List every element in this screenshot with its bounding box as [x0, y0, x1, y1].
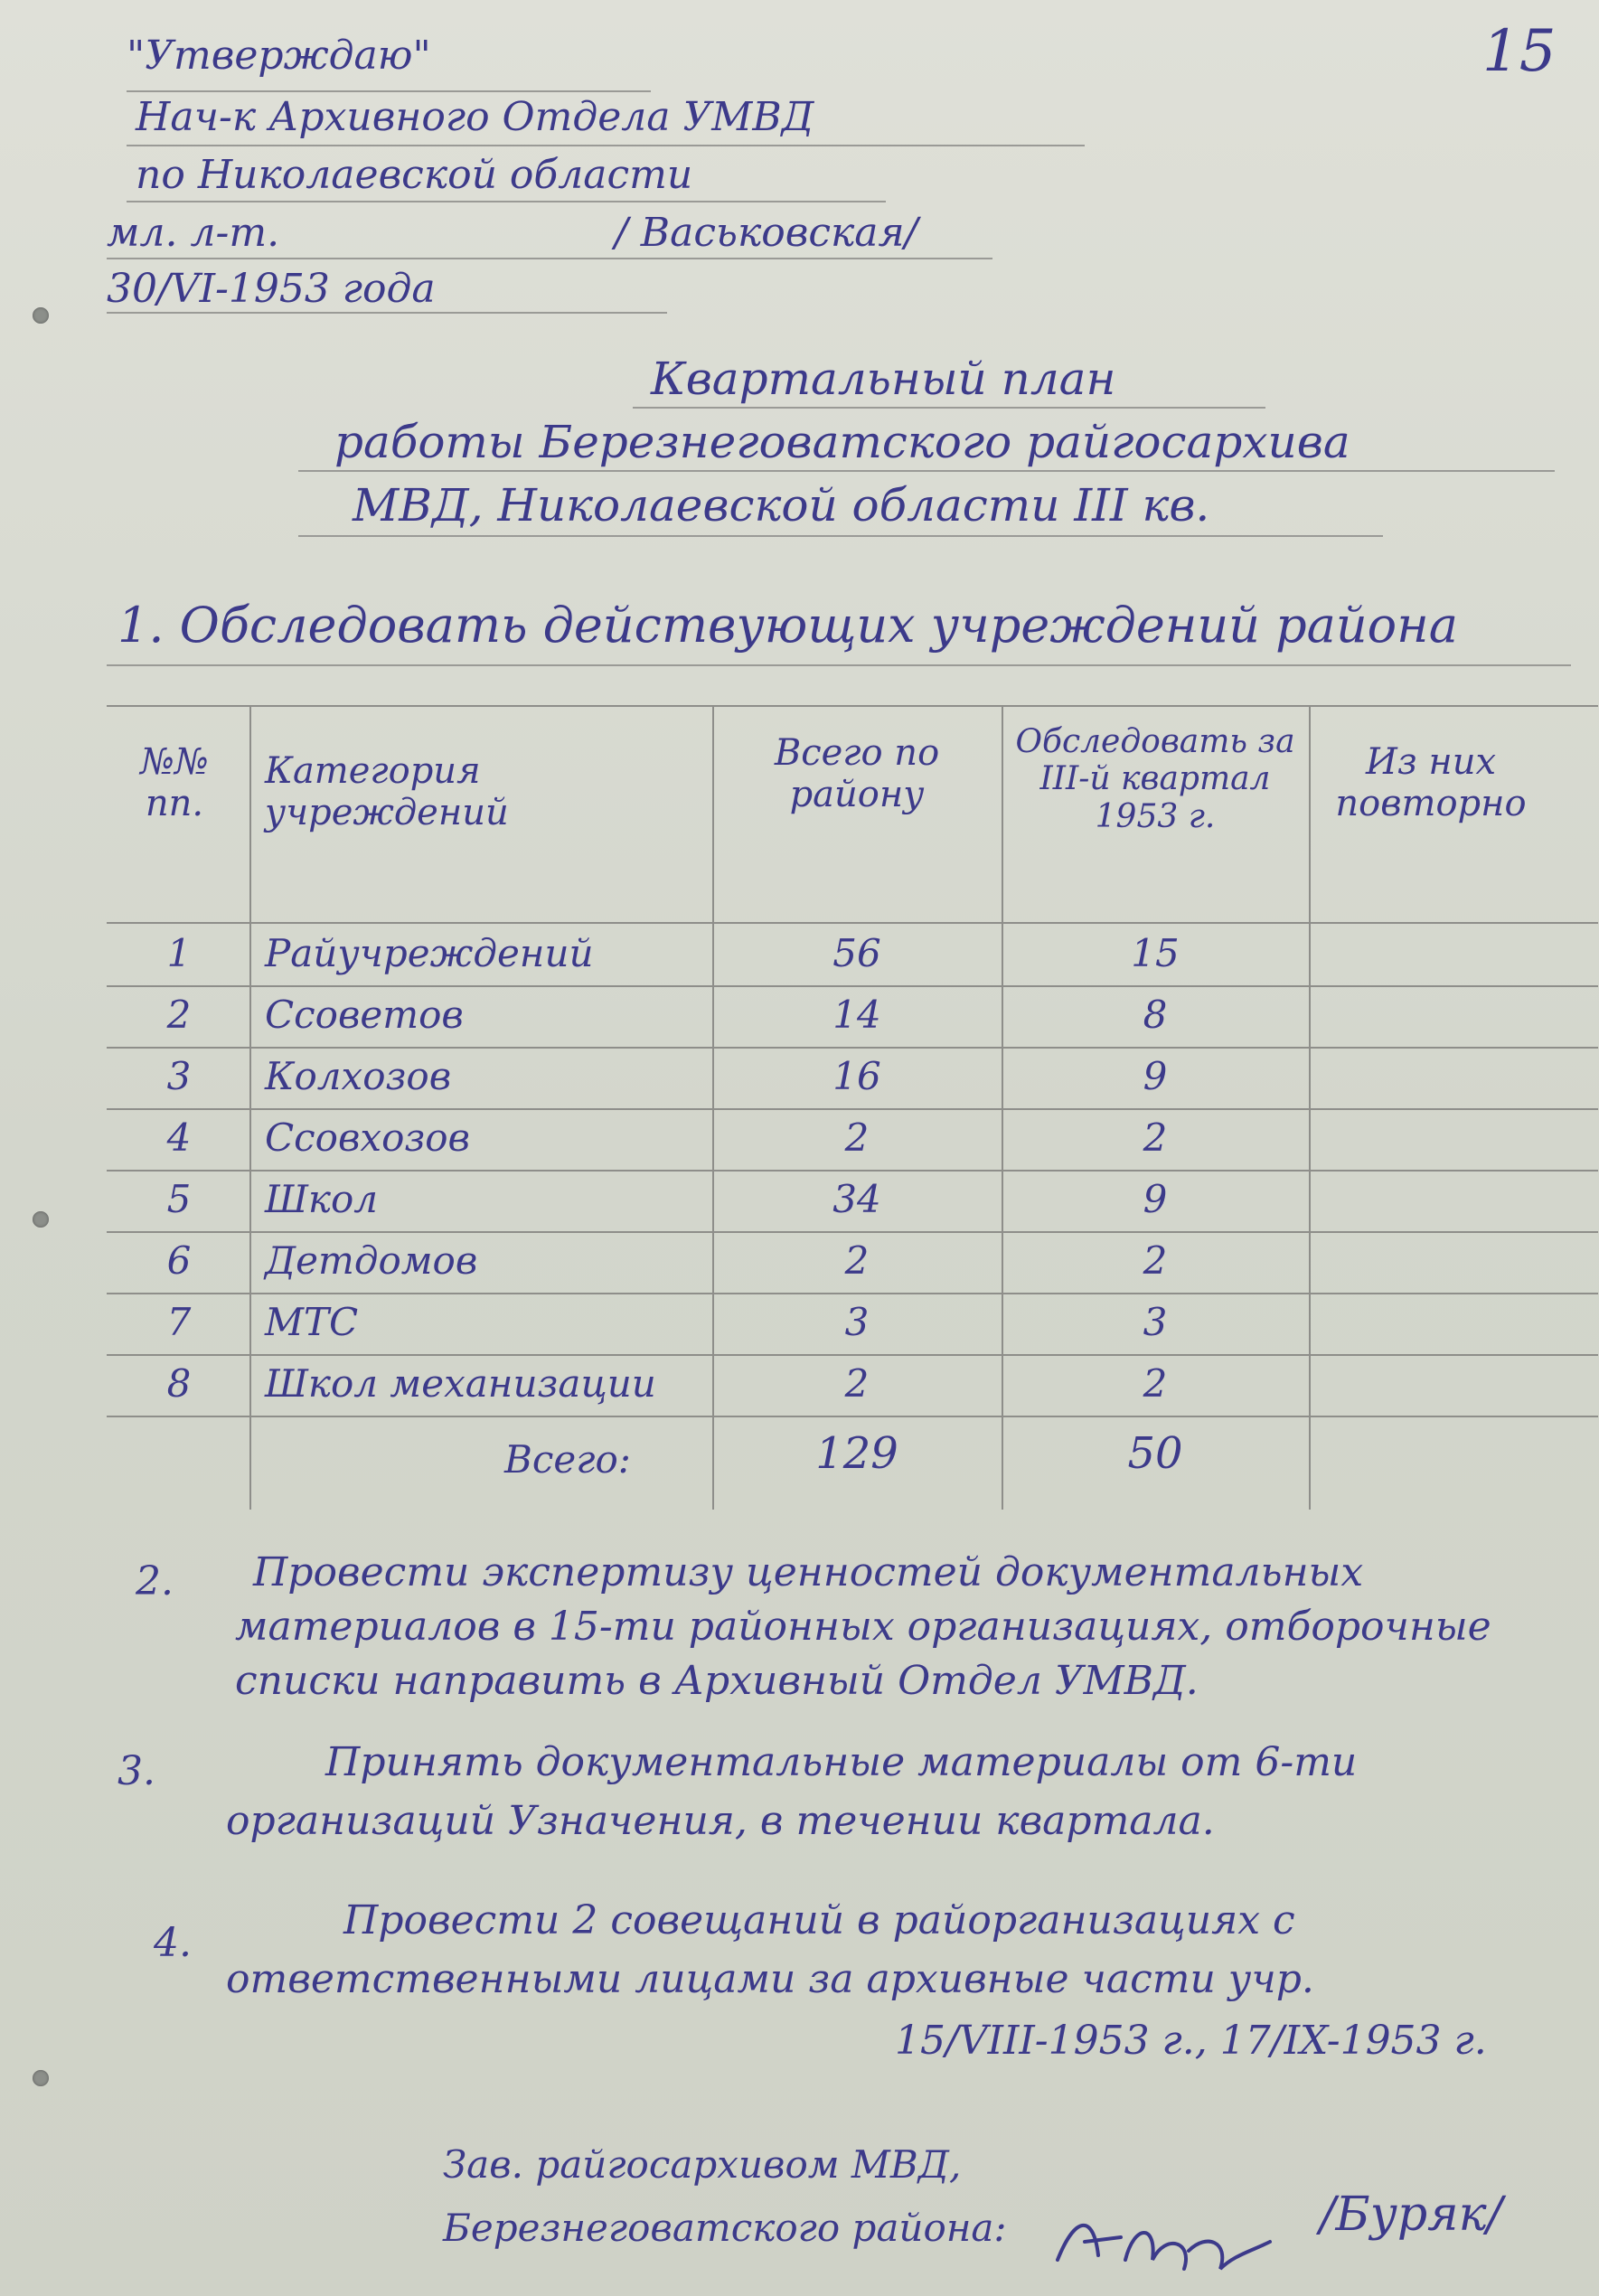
- row-category: Ссовхозов: [265, 1115, 471, 1160]
- row-survey: 9: [1143, 1177, 1168, 1221]
- row-total: 56: [832, 931, 881, 975]
- row-number: 6: [166, 1238, 192, 1283]
- row-total: 2: [844, 1361, 870, 1406]
- row-total: 2: [844, 1115, 870, 1160]
- signature-district: Березнеговатского района:: [443, 2206, 1007, 2250]
- row-survey: 8: [1143, 993, 1168, 1037]
- item-line: 15/VIII-1953 г., 17/IX-1953 г.: [895, 2018, 1487, 2064]
- row-total: 16: [832, 1054, 881, 1098]
- signature-name: /Буряк/: [1320, 2188, 1503, 2242]
- row-number: 7: [166, 1300, 192, 1344]
- row-survey: 2: [1143, 1115, 1168, 1160]
- row-number: 5: [166, 1177, 192, 1221]
- row-number: 2: [166, 993, 192, 1037]
- row-total: 3: [844, 1300, 870, 1344]
- approval-heading: "Утверждаю": [127, 33, 431, 79]
- handwritten-signature: [1049, 2206, 1284, 2287]
- approval-signer: / Васьковская/: [615, 210, 918, 256]
- total-all: 129: [815, 1428, 898, 1479]
- item-number: 2.: [136, 1558, 174, 1604]
- row-total: 34: [832, 1177, 881, 1221]
- row-category: Детдомов: [265, 1238, 478, 1283]
- row-number: 3: [166, 1054, 192, 1098]
- item-number: 3.: [118, 1748, 155, 1794]
- header-total: Всего по району: [774, 732, 940, 815]
- item-line: материалов в 15-ти районных организациях, отборочные: [235, 1604, 1491, 1650]
- row-survey: 2: [1143, 1361, 1168, 1406]
- approval-region: по Николаевской области: [136, 152, 693, 198]
- item-line: Провести экспертизу ценностей документальных: [253, 1549, 1364, 1595]
- row-number: 8: [166, 1361, 192, 1406]
- row-category: Школ механизации: [265, 1361, 656, 1406]
- approval-position: Нач-к Архивного Отдела УМВД: [136, 94, 814, 140]
- row-category: МТС: [265, 1300, 359, 1344]
- total-survey: 50: [1127, 1428, 1183, 1479]
- row-survey: 2: [1143, 1238, 1168, 1283]
- row-number: 1: [166, 931, 192, 975]
- title-line-2: работы Березнеговатского райгосархива: [334, 416, 1350, 468]
- row-total: 14: [832, 993, 881, 1037]
- item-line: списки направить в Архивный Отдел УМВД.: [235, 1658, 1199, 1704]
- item-line: Принять документальные материалы от 6-ти: [325, 1739, 1358, 1785]
- row-category: Райучреждений: [265, 931, 594, 975]
- punch-hole: [33, 2070, 49, 2086]
- row-number: 4: [166, 1115, 192, 1160]
- approval-date: 30/VI-1953 года: [107, 266, 436, 312]
- approval-rank: мл. л-т.: [107, 210, 280, 256]
- row-survey: 15: [1131, 931, 1180, 975]
- item-line: организаций Узначения, в течении квартала.: [226, 1798, 1215, 1844]
- header-category: Категория учреждений: [265, 750, 509, 833]
- title-line-3: МВД, Николаевской области III кв.: [353, 479, 1210, 532]
- title-line-1: Квартальный план: [651, 353, 1116, 405]
- page-number: 15: [1482, 18, 1557, 85]
- header-survey: Обследовать за III-й квартал 1953 г.: [1015, 723, 1295, 835]
- signature-position: Зав. райгосархивом МВД,: [443, 2142, 962, 2187]
- row-category: Школ: [265, 1177, 379, 1221]
- row-survey: 9: [1143, 1054, 1168, 1098]
- item-number: 4.: [154, 1920, 192, 1966]
- punch-hole: [33, 1211, 49, 1228]
- row-survey: 3: [1143, 1300, 1168, 1344]
- punch-hole: [33, 307, 49, 324]
- header-repeat: Из них повторно: [1335, 741, 1527, 824]
- section-1-heading: 1. Обследовать действующих учреждений района: [118, 597, 1458, 654]
- total-label: Всего:: [504, 1437, 631, 1482]
- row-category: Колхозов: [265, 1054, 452, 1098]
- header-num: №№ пп.: [140, 741, 209, 824]
- row-total: 2: [844, 1238, 870, 1283]
- institutions-table: [107, 705, 1598, 1519]
- item-line: Провести 2 совещаний в райорганизациях с: [343, 1897, 1295, 1943]
- item-line: ответственными лицами за архивные части учр.: [226, 1956, 1314, 2002]
- row-category: Ссоветов: [265, 993, 464, 1037]
